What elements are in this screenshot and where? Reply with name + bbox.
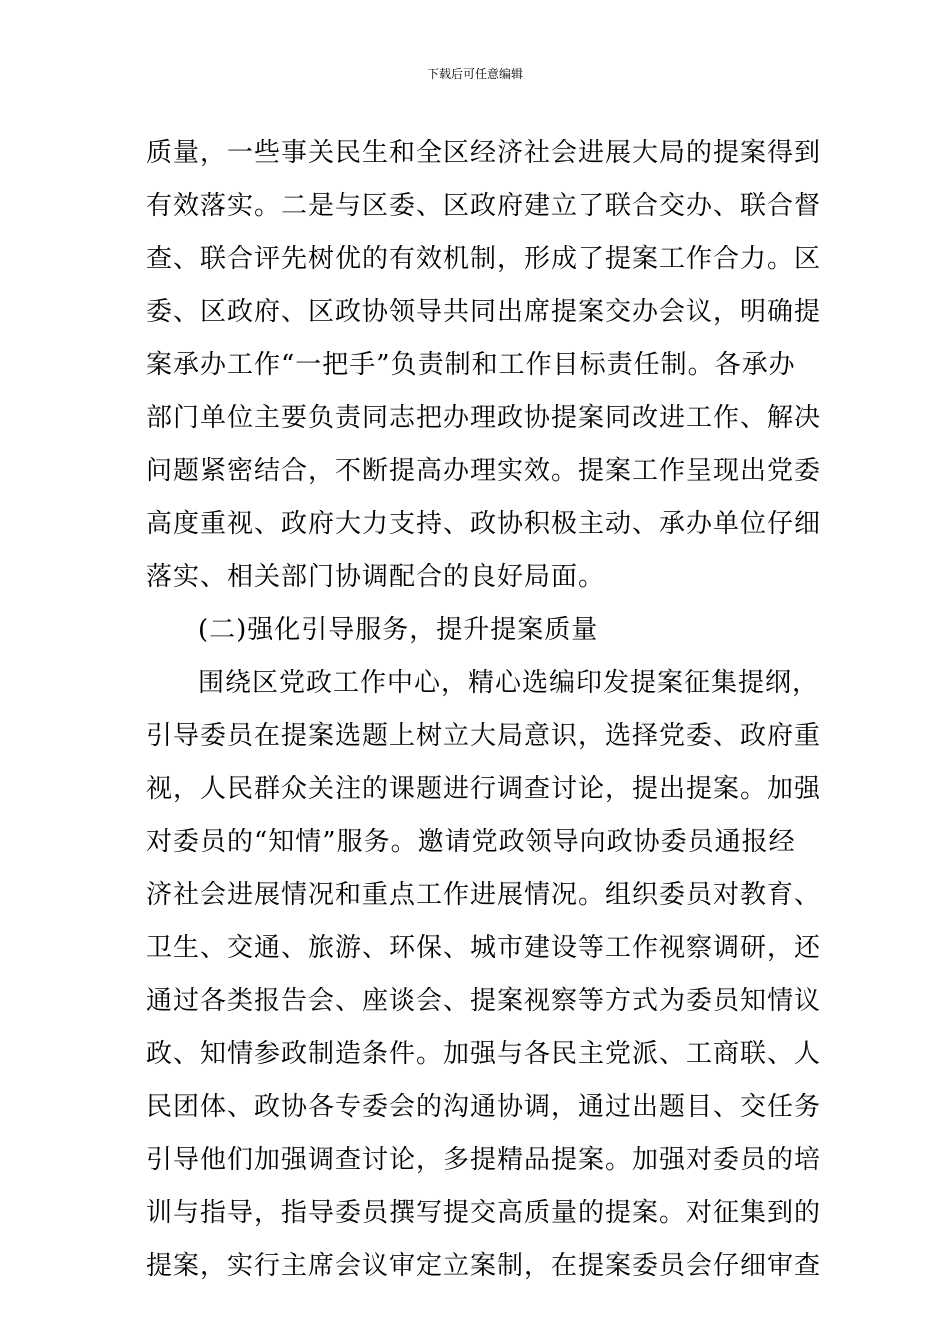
document-body (146, 127, 822, 1293)
text-line: 通过各类报告会、座谈会、提案视察等方式为委员知情议 (146, 986, 822, 1016)
text-line: 质量，一些事关民生和全区经济社会进展大局的提案得到 (146, 138, 822, 168)
paragraph-first-line: 围绕区党政工作中心，精心选编印发提案征集提纲， (198, 668, 820, 698)
section-heading: (二)强化引导服务，提升提案质量 (198, 615, 599, 645)
text-line: 部门单位主要负责同志把办理政协提案同改进工作、解决 (146, 403, 822, 433)
text-line: 案承办工作“一把手”负责制和工作目标责任制。各承办 (146, 350, 796, 380)
text-line: 视，人民群众关注的课题进行调查讨论，提出提案。加强 (146, 774, 822, 804)
text-line: 委、区政府、区政协领导共同出席提案交办会议，明确提 (146, 297, 822, 327)
text-line: 高度重视、政府大力支持、政协积极主动、承办单位仔细 (146, 509, 822, 539)
text-line: 有效落实。二是与区委、区政府建立了联合交办、联合督 (146, 191, 822, 221)
text-line: 引导委员在提案选题上树立大局意识，选择党委、政府重 (146, 721, 822, 751)
text-line: 落实、相关部门协调配合的良好局面。 (146, 562, 606, 592)
text-line: 对委员的“知情”服务。邀请党政领导向政协委员通报经 (146, 827, 796, 857)
text-line: 查、联合评先树优的有效机制，形成了提案工作合力。区 (146, 244, 822, 274)
text-line: 提案，实行主席会议审定立案制，在提案委员会仔细审查 (146, 1251, 822, 1281)
text-line: 训与指导，指导委员撰写提交高质量的提案。对征集到的 (146, 1198, 822, 1228)
text-line: 卫生、交通、旅游、环保、城市建设等工作视察调研，还 (146, 933, 822, 963)
text-line: 济社会进展情况和重点工作进展情况。组织委员对教育、 (146, 880, 822, 910)
text-line: 引导他们加强调查讨论，多提精品提案。加强对委员的培 (146, 1145, 822, 1175)
text-line: 政、知情参政制造条件。加强与各民主党派、工商联、人 (146, 1039, 822, 1069)
text-line: 民团体、政协各专委会的沟通协调，通过出题目、交任务 (146, 1092, 822, 1122)
text-line: 问题紧密结合，不断提高办理实效。提案工作呈现出党委 (146, 456, 822, 486)
page-header-note: 下载后可任意编辑 (426, 67, 523, 81)
